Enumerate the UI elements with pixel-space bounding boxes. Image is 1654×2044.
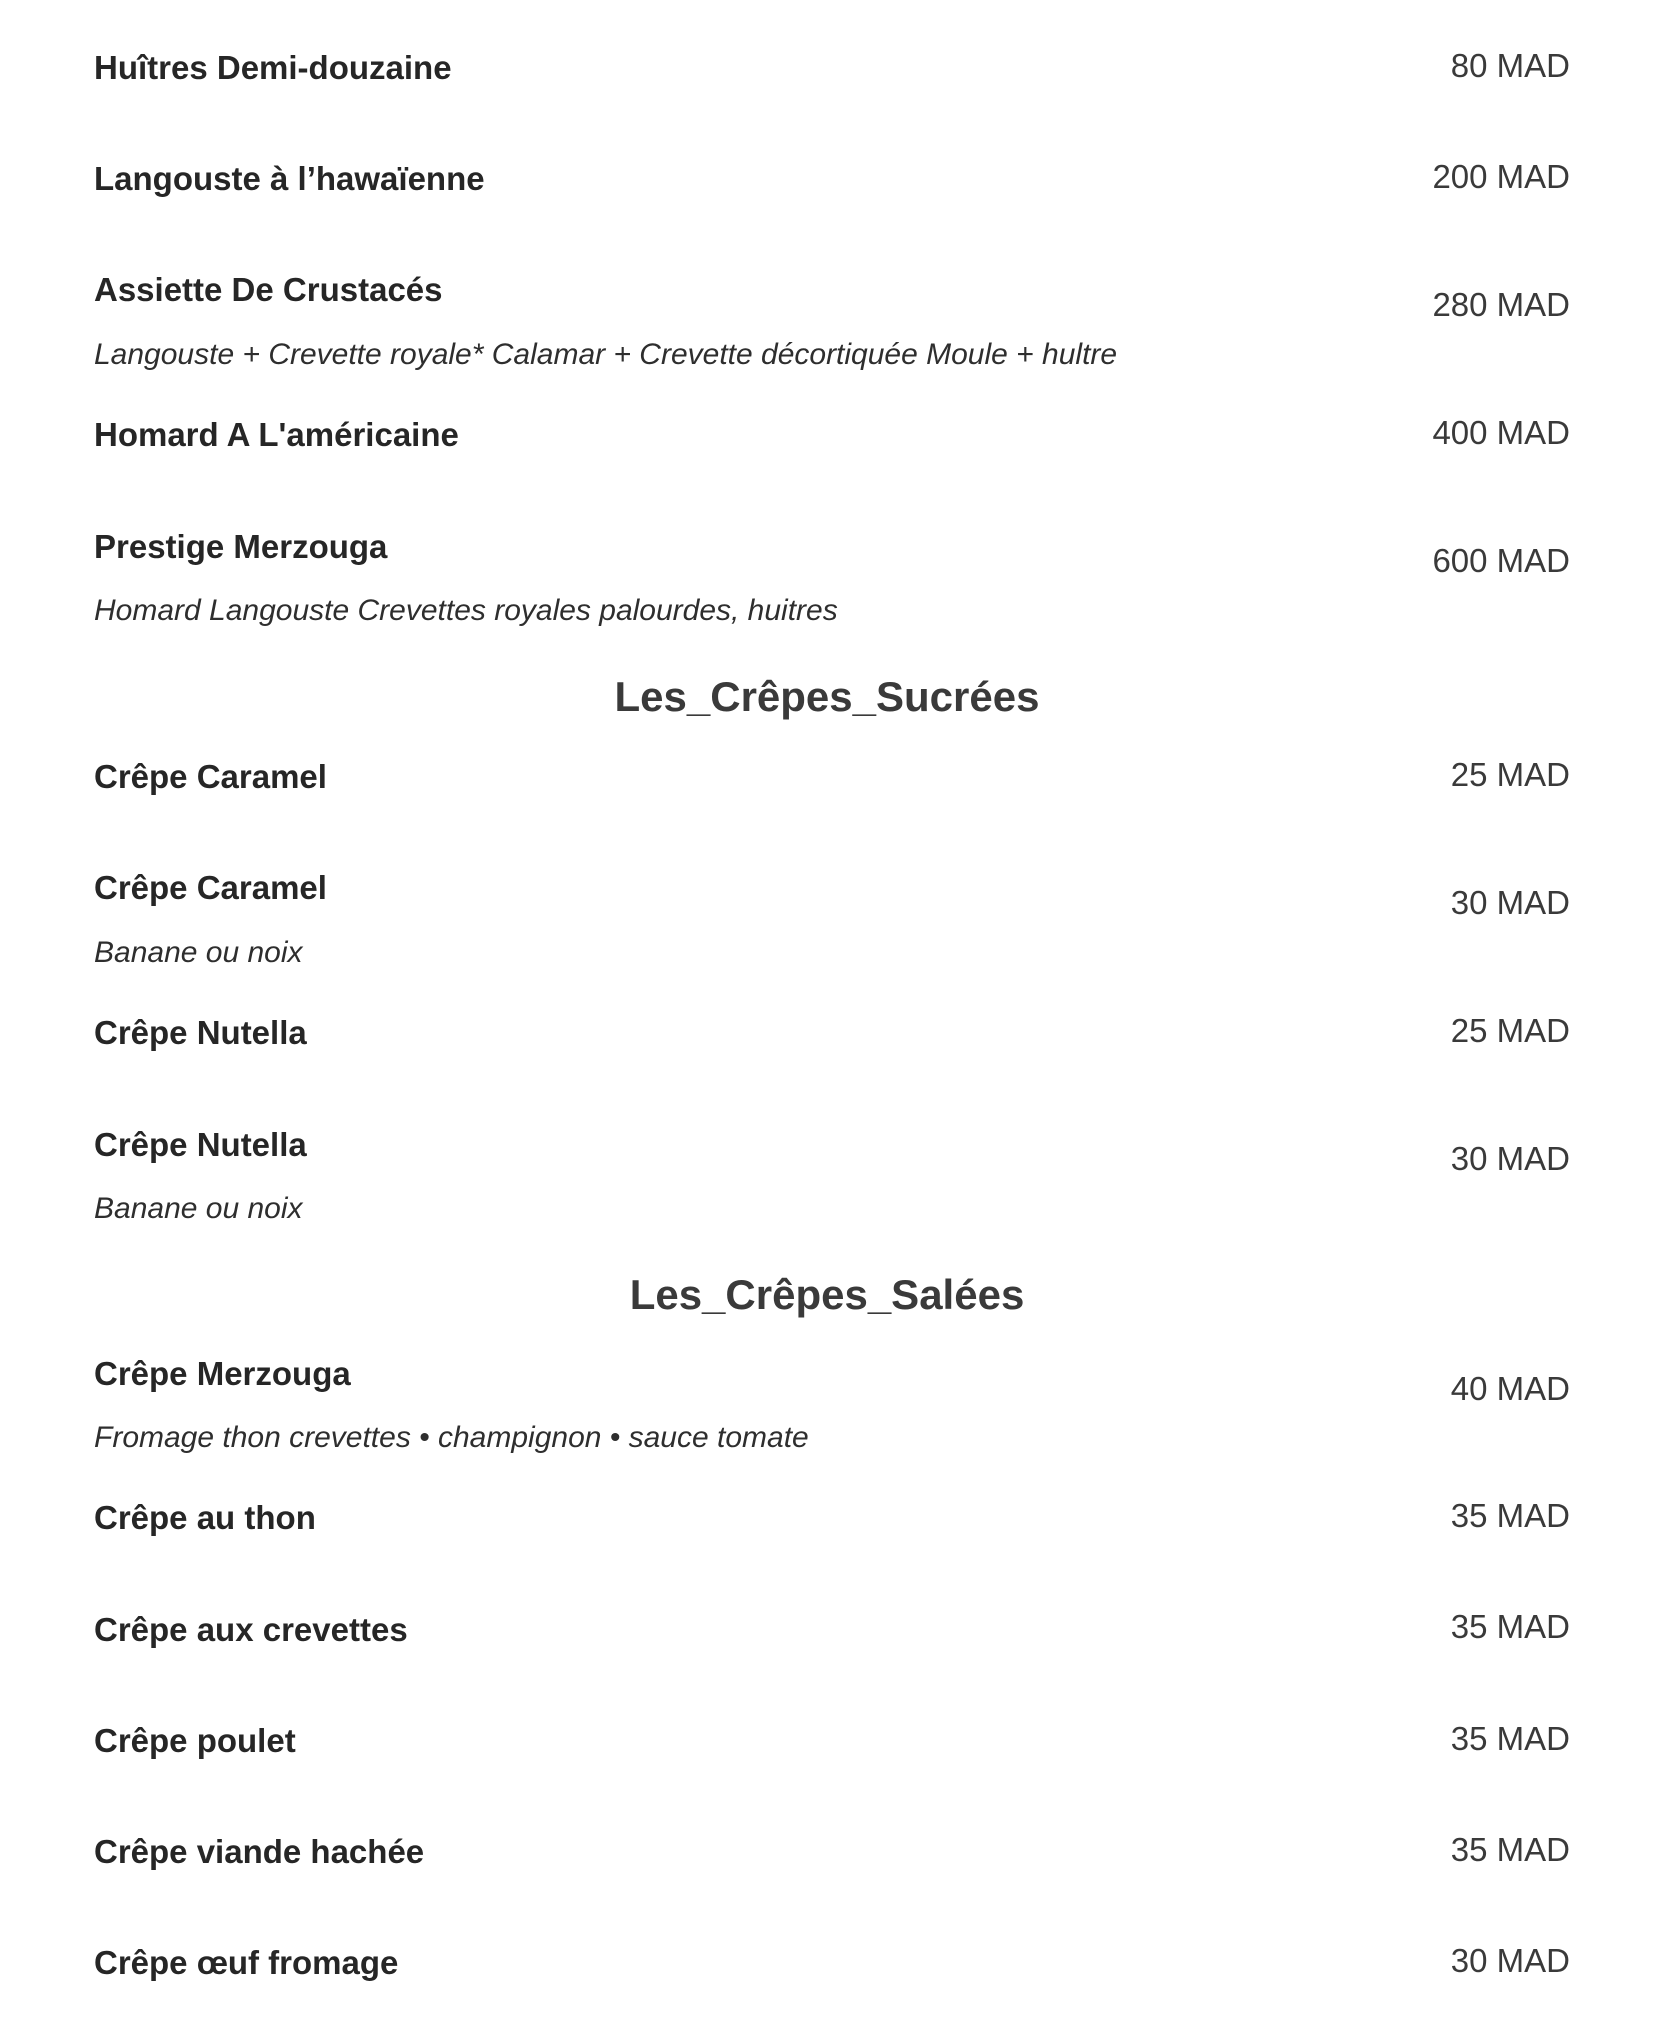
menu-item-price: 30 MAD: [1450, 884, 1570, 921]
menu-item-price: 400 MAD: [1432, 414, 1570, 451]
menu-item-name: Crêpe Nutella: [94, 1014, 307, 1051]
menu-item-name: Crêpe Caramel: [94, 869, 327, 906]
menu-item-price: 80 MAD: [1450, 47, 1570, 84]
menu-item-description: Fromage thon crevettes • champignon • sauce tomate: [94, 1421, 809, 1454]
menu-item-name: Crêpe Nutella: [94, 1126, 307, 1163]
menu-item-price: 600 MAD: [1432, 542, 1570, 579]
menu-item-price: 25 MAD: [1450, 756, 1570, 793]
menu-item-description: Langouste + Crevette royale* Calamar + Crevette décortiquée Moule + hultre: [94, 338, 1118, 371]
menu-item-description: Banane ou noix: [94, 1192, 303, 1225]
menu-item-price: 25 MAD: [1450, 1012, 1570, 1049]
section-title-savory-crepes: Les_Crêpes_Salées: [629, 1271, 1025, 1318]
menu-item-price: 280 MAD: [1432, 286, 1570, 323]
menu-item-name: Homard A L'américaine: [94, 416, 459, 453]
menu-item-name: Crêpe poulet: [94, 1722, 296, 1759]
menu-item-description: Banane ou noix: [94, 936, 303, 969]
menu-item-price: 200 MAD: [1432, 158, 1570, 195]
menu-item-price: 35 MAD: [1450, 1497, 1570, 1534]
menu-item-description: Homard Langouste Crevettes royales palourdes, huitres: [94, 594, 838, 627]
menu-item-name: Huîtres Demi-douzaine: [94, 49, 452, 86]
menu-item-name: Langouste à l’hawaïenne: [94, 160, 485, 197]
menu-item-name: Crêpe Merzouga: [94, 1355, 351, 1392]
section-title-sweet-crepes: Les_Crêpes_Sucrées: [614, 673, 1040, 720]
menu-item-name: Crêpe œuf fromage: [94, 1944, 399, 1981]
menu-item-name: Prestige Merzouga: [94, 528, 388, 565]
menu-item-price: 30 MAD: [1450, 1942, 1570, 1979]
menu-item-price: 35 MAD: [1450, 1831, 1570, 1868]
menu-item-name: Crêpe au thon: [94, 1499, 316, 1536]
menu-item-name: Crêpe Caramel: [94, 758, 327, 795]
menu-item-price: 40 MAD: [1450, 1370, 1570, 1407]
menu-item-name: Crêpe aux crevettes: [94, 1611, 408, 1648]
menu-item-name: Crêpe viande hachée: [94, 1833, 425, 1870]
menu-item-name: Assiette De Crustacés: [94, 271, 443, 308]
menu-item-price: 35 MAD: [1450, 1720, 1570, 1757]
menu-item-price: 35 MAD: [1450, 1608, 1570, 1645]
menu-item-price: 30 MAD: [1450, 1140, 1570, 1177]
